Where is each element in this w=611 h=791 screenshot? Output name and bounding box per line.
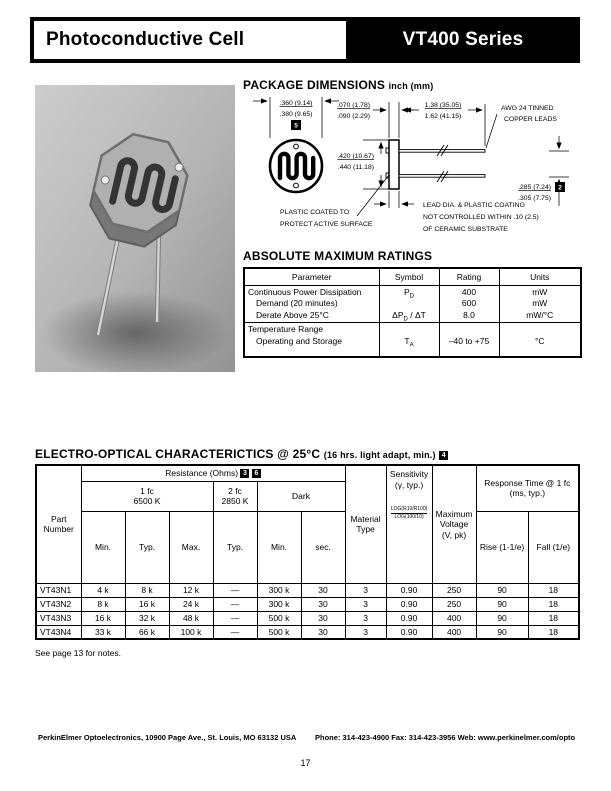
dim-lead-length-bottom: 1.62 (41.15) <box>424 113 462 120</box>
eo-subheader-sec: sec. <box>301 511 345 583</box>
eo-subheader-typ2: Typ. <box>213 511 257 583</box>
awg-label-2: COPPER LEADS <box>504 116 557 123</box>
amr-row-temperature <box>244 323 581 357</box>
amr-symbol-ta: $T_A$ <box>404 335 414 349</box>
amr-col-units: Units <box>499 268 581 285</box>
footer-contact: Phone: 314-423-4900 Fax: 314-423-3956 Web: www.perkinelmer.com/opto <box>315 733 576 742</box>
amr-units: mW <box>532 298 548 308</box>
upper-lead <box>399 150 485 153</box>
amr-param-line: Operating and Storage <box>256 335 343 346</box>
note-box-4: 4 <box>439 451 448 460</box>
eo-subheader-rise: Rise (1-1/e) <box>476 511 528 583</box>
eo-title-main: ELECTRO-OPTICAL CHARACTERICTICS @ 25°C <box>35 447 321 461</box>
gamma-formula: LOG(R10/R100) LOG(100/10) <box>390 506 428 520</box>
product-photo <box>35 85 235 372</box>
footer-address: PerkinElmer Optoelectronics, 10900 Page Ave., St. Louis, MO 63132 USA <box>38 733 297 742</box>
lead-dia-label-2: NOT CONTROLLED WITHIN .10 (2.5) <box>423 214 539 221</box>
cell-side-view <box>386 140 485 189</box>
series-title: VT400 Series <box>402 29 524 50</box>
table-row: VT43N3 16 k 32 k 48 k — 500 k 30 3 0.90 400 90 18 <box>36 611 579 625</box>
plastic-coated-label-2: PROTECT ACTIVE SURFACE <box>280 221 373 228</box>
amr-col-parameter: Parameter <box>244 268 379 285</box>
amr-col-rating: Rating <box>439 268 499 285</box>
dim-spacing-bottom: .305 (7.75) <box>518 195 551 202</box>
amr-symbol-dpd-dt: $\Delta P_D$ / ΔT <box>392 309 426 323</box>
eo-subheader-typ: Typ. <box>125 511 169 583</box>
package-dimensions-label: PACKAGE DIMENSIONS <box>243 78 386 92</box>
plastic-coated-label-1: PLASTIC COATED TO <box>280 209 350 216</box>
eo-header-dark: Dark <box>257 481 345 511</box>
eo-header-material-type: Material Type <box>345 465 386 583</box>
dim-width-top: .360 (9.14) <box>279 100 313 107</box>
amr-rating: 8.0 <box>463 309 475 320</box>
amr-rating: 600 <box>461 298 477 308</box>
amr-rating: –40 to +75 <box>448 335 490 346</box>
product-title: Photoconductive Cell <box>46 29 245 50</box>
awg-label-1: AWG 24 TINNED <box>501 105 554 112</box>
eo-header-sensitivity: Sensitivity (γ, typ.) LOG(R10/R100) LOG(100/10) <box>386 465 432 583</box>
eo-header-resistance: Resistance (Ohms) 3 6 <box>81 465 345 481</box>
cell-top-view <box>270 140 322 192</box>
eo-header-maximum-voltage: Maximum Voltage (V, pk) <box>432 465 476 583</box>
notes-line: See page 13 for notes. <box>35 648 122 658</box>
eo-subheader-fall: Fall (1/e) <box>528 511 579 583</box>
eo-subheader-min2: Min. <box>257 511 301 583</box>
eo-header-2fc: 2 fc 2850 K <box>213 481 257 511</box>
eo-subheader-min: Min. <box>81 511 125 583</box>
package-units-label: inch (mm) <box>388 81 434 91</box>
dim-spacing-top: .285 (7.24) <box>518 184 551 191</box>
package-dimensions-title <box>243 78 433 92</box>
amr-param-line: Temperature Range <box>248 324 324 334</box>
part-number-cell: VT43N1 <box>36 583 81 597</box>
eo-header-response-time: Response Time @ 1 fc (ms, typ.) <box>476 465 579 511</box>
eo-title <box>35 447 448 461</box>
eo-table <box>35 464 580 640</box>
series-title-box <box>346 17 580 63</box>
page-number: 17 <box>300 758 311 768</box>
eo-header-1fc: 1 fc 6500 K <box>81 481 213 511</box>
dim-width-bottom: .380 (9.65) <box>279 111 313 118</box>
part-number-cell: VT43N3 <box>36 611 81 625</box>
product-title-box <box>34 21 346 59</box>
lower-lead <box>399 175 485 178</box>
amr-param-line: Demand (20 minutes) <box>256 298 338 308</box>
eo-subheader-max: Max. <box>169 511 213 583</box>
lead-dia-label-1: LEAD DIA. & PLASTIC COATING <box>423 202 525 209</box>
photo-shadow <box>40 291 230 372</box>
amr-units: °C <box>534 335 545 346</box>
lead-dia-label-3: OF CERAMIC SUBSTRATE <box>423 226 508 233</box>
eo-title-small: (16 hrs. light adapt, min.) <box>323 450 436 460</box>
note-box-6: 6 <box>252 469 261 478</box>
amr-param-line: Derate Above 25°C <box>256 309 329 320</box>
table-row: VT43N1 4 k 8 k 12 k — 300 k 30 3 0.90 250 90 18 <box>36 583 579 597</box>
amr-param-line: Continuous Power Dissipation <box>248 286 362 297</box>
table-row: VT43N2 8 k 16 k 24 k — 300 k 30 3 0.90 250 90 18 <box>36 597 579 611</box>
header-banner <box>30 17 580 63</box>
dim-thickness-top: .070 (1.78) <box>337 102 370 109</box>
amr-table <box>243 267 582 358</box>
package-diagram <box>243 94 580 246</box>
table-row: VT43N4 33 k 66 k 100 k — 500 k 30 3 0.90 400 90 18 <box>36 625 579 639</box>
part-number-cell: VT43N4 <box>36 625 81 639</box>
svg-text:2: 2 <box>558 184 562 192</box>
note-box-3: 3 <box>240 469 249 478</box>
part-number-cell: VT43N2 <box>36 597 81 611</box>
amr-units: mW <box>532 286 548 297</box>
photoconductive-cell-image <box>35 85 235 372</box>
amr-units: mW/°C <box>526 309 554 320</box>
amr-symbol-pd: $P_D$ <box>403 286 414 300</box>
dim-thickness-bottom: .090 (2.29) <box>337 113 370 120</box>
eo-header-part-number: Part Number <box>36 465 81 583</box>
amr-row-power <box>244 285 581 323</box>
dim-height-bottom: .440 (11.18) <box>337 164 374 171</box>
amr-rating: 400 <box>461 286 477 297</box>
dim-height-top: .420 (10.67) <box>337 153 374 160</box>
dim-lead-length-top: 1.38 (35.05) <box>424 102 462 109</box>
svg-text:5: 5 <box>294 122 298 130</box>
amr-title: ABSOLUTE MAXIMUM RATINGS <box>243 249 433 263</box>
amr-col-symbol: Symbol <box>379 268 439 285</box>
